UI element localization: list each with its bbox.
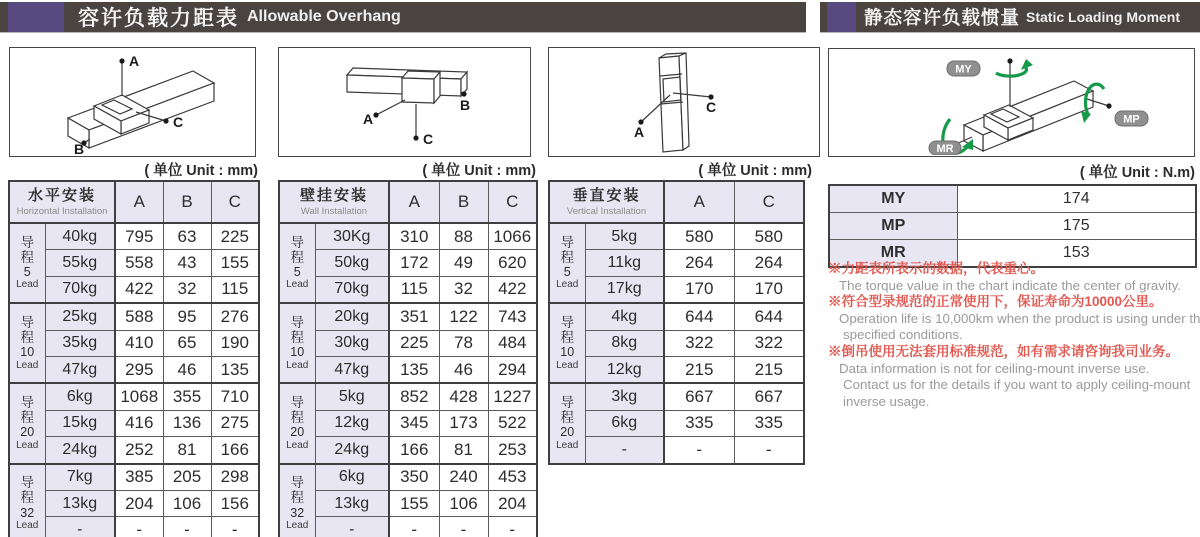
- value-a-cell: 115: [389, 276, 439, 303]
- table-row: [9, 383, 259, 410]
- svg-text:MY: MY: [955, 63, 972, 76]
- value-c-cell: 225: [211, 223, 259, 250]
- rail-isometric-drawing: [279, 48, 529, 155]
- value-b-cell: 240: [439, 464, 488, 491]
- table-row: [279, 517, 537, 537]
- unit-label-mm: ( 单位 Unit : mm): [422, 163, 536, 179]
- moment-value-cell: 153: [957, 240, 1196, 268]
- lead-num: 5: [23, 265, 31, 279]
- lead-en: Lead: [556, 359, 579, 371]
- value-c-cell: 1227: [488, 383, 537, 410]
- table-title-en: Horizontal Installation: [16, 205, 108, 217]
- value-a-cell: 310: [389, 223, 439, 250]
- value-c-cell: 170: [734, 276, 804, 303]
- value-c-cell: 710: [211, 383, 259, 410]
- table-row: [549, 303, 804, 330]
- table-title-zh: 壁挂安装: [300, 186, 369, 204]
- value-c-cell: 215: [734, 356, 804, 383]
- lead-en: Lead: [16, 359, 39, 371]
- lead-en: Lead: [16, 279, 39, 291]
- value-a-cell: -: [389, 517, 439, 537]
- moment-isometric-drawing: [829, 49, 1193, 155]
- moment-label-cell: MP: [829, 213, 957, 240]
- lead-cell: [549, 383, 585, 463]
- col-header-c: C: [734, 181, 804, 223]
- lead-num: 32: [20, 505, 35, 520]
- section-header-allowable-overhang: [0, 2, 806, 33]
- lead-cell: [9, 383, 45, 463]
- note-line-en: The torque value in the chart indicate the center of gravity.: [839, 277, 1181, 293]
- wall-installation-diagram: [278, 47, 531, 157]
- value-a-cell: 385: [115, 464, 163, 491]
- value-b-cell: 81: [163, 437, 211, 464]
- table-title: [279, 181, 389, 223]
- lead-cell: [279, 383, 315, 463]
- my-rotation-arrow: [947, 58, 1033, 107]
- value-b-cell: 173: [439, 410, 488, 436]
- value-c-cell: 743: [488, 303, 537, 330]
- weight-cell: 47kg: [45, 356, 115, 383]
- table-row: [549, 437, 804, 464]
- note-line-en: Operation life is 10,000km when the product is using under th: [839, 310, 1200, 326]
- note-line-zh: ※符合型录规范的正常使用下，保证寿命为10000公里。: [828, 294, 1163, 310]
- weight-cell: 25kg: [45, 303, 115, 330]
- unit-label-nm: ( 单位 Unit : N.m): [1079, 165, 1195, 181]
- unit-label-mm: ( 单位 Unit : mm): [698, 163, 812, 179]
- table-row: [279, 410, 537, 436]
- lead-zh: 导程: [20, 395, 34, 426]
- table-title: [549, 181, 664, 223]
- point-b-marker: [460, 91, 470, 113]
- value-b-cell: 49: [439, 250, 488, 276]
- value-b-cell: 32: [163, 276, 211, 303]
- lead-num: 20: [20, 425, 35, 440]
- value-c-cell: 204: [488, 490, 537, 516]
- table-title-en: Wall Installation: [300, 205, 368, 217]
- weight-cell: 6kg: [585, 410, 664, 436]
- value-c-cell: -: [734, 437, 804, 464]
- table-row: [9, 437, 259, 464]
- notes-block: [828, 261, 1200, 410]
- lead-zh: 导程: [560, 314, 574, 346]
- value-a-cell: 135: [389, 356, 439, 383]
- value-c-cell: 322: [734, 330, 804, 356]
- value-b-cell: 63: [163, 223, 211, 250]
- weight-cell: 50kg: [315, 250, 389, 276]
- section-title-en: Allowable Overhang: [247, 8, 401, 25]
- section-title-zh: 容许负载力距表: [78, 7, 239, 30]
- value-a-cell: 215: [664, 356, 734, 383]
- value-a-cell: 172: [389, 250, 439, 276]
- value-a-cell: 852: [389, 383, 439, 410]
- value-a-cell: 351: [389, 303, 439, 330]
- horizontal-installation-table: [8, 180, 260, 537]
- col-header-c: C: [488, 181, 537, 223]
- value-b-cell: 46: [163, 356, 211, 383]
- lead-num: 10: [20, 345, 35, 360]
- table-row: [279, 223, 537, 250]
- note-line-en: specified conditions.: [843, 327, 963, 343]
- value-a-cell: 345: [389, 410, 439, 436]
- lead-cell: [9, 303, 45, 383]
- lead-en: Lead: [286, 439, 309, 451]
- lead-en: Lead: [556, 439, 579, 451]
- value-a-cell: 644: [664, 303, 734, 330]
- value-b-cell: 122: [439, 303, 488, 330]
- header-accent-square: [827, 2, 856, 32]
- value-b-cell: 205: [163, 464, 211, 491]
- col-header-a: A: [389, 181, 439, 223]
- table-row: [829, 213, 1196, 240]
- value-c-cell: 484: [488, 330, 537, 356]
- table-row: [279, 330, 537, 356]
- weight-cell: -: [45, 517, 115, 537]
- value-a-cell: 170: [664, 276, 734, 303]
- lead-zh: 导程: [290, 314, 304, 346]
- value-b-cell: -: [439, 517, 488, 537]
- weight-cell: 30kg: [315, 330, 389, 356]
- header-row: [9, 181, 259, 223]
- value-c-cell: 453: [488, 464, 537, 491]
- table-row: [549, 250, 804, 276]
- lead-en: Lead: [556, 279, 579, 291]
- value-a-cell: 1068: [115, 383, 163, 410]
- value-a-cell: 166: [389, 437, 439, 464]
- carriage-block: [402, 71, 440, 103]
- lead-cell: [9, 223, 45, 303]
- value-b-cell: 355: [163, 383, 211, 410]
- weight-cell: 5kg: [585, 223, 664, 250]
- value-c-cell: 667: [734, 383, 804, 410]
- lead-zh: 导程: [290, 395, 304, 426]
- table-row: [549, 330, 804, 356]
- value-a-cell: 410: [115, 330, 163, 356]
- value-b-cell: 95: [163, 303, 211, 330]
- table-title: [9, 181, 115, 223]
- table-row: [9, 356, 259, 383]
- col-header-a: A: [115, 181, 163, 223]
- weight-cell: 6kg: [315, 464, 389, 491]
- table-row: [279, 437, 537, 464]
- vertical-installation-table: [548, 180, 805, 465]
- value-c-cell: 335: [734, 410, 804, 436]
- table-title-zh: 水平安装: [28, 186, 97, 204]
- svg-text:MR: MR: [936, 143, 954, 155]
- note-line-en: inverse usage.: [843, 393, 930, 409]
- weight-cell: -: [315, 517, 389, 537]
- value-b-cell: 43: [163, 250, 211, 276]
- table-row: [9, 303, 259, 330]
- value-a-cell: 264: [664, 250, 734, 276]
- value-b-cell: 78: [439, 330, 488, 356]
- lead-num: 32: [290, 505, 305, 520]
- value-c-cell: 522: [488, 410, 537, 436]
- lead-zh: 导程: [290, 475, 304, 506]
- lead-en: Lead: [286, 359, 309, 371]
- weight-cell: 12kg: [585, 356, 664, 383]
- weight-cell: 55kg: [45, 250, 115, 276]
- weight-cell: 20kg: [315, 303, 389, 330]
- note-line-zh: ※力距表所表示的数据，代表重心。: [828, 261, 1044, 276]
- point-a-marker: [119, 53, 139, 96]
- header-row: [549, 181, 804, 223]
- value-c-cell: 156: [211, 490, 259, 516]
- table-row: [9, 517, 259, 537]
- lead-en: Lead: [16, 519, 39, 531]
- table-row: [9, 330, 259, 356]
- rail-isometric-drawing: [10, 48, 254, 155]
- lead-num: 5: [293, 265, 301, 279]
- section-title-en: Static Loading Moment: [1026, 9, 1181, 25]
- lead-zh: 导程: [560, 234, 574, 265]
- value-a-cell: -: [115, 517, 163, 537]
- svg-text:C: C: [173, 114, 184, 130]
- lead-cell: [279, 464, 315, 537]
- table-row: [279, 490, 537, 516]
- col-header-a: A: [664, 181, 734, 223]
- value-a-cell: 204: [115, 490, 163, 516]
- value-b-cell: 136: [163, 410, 211, 436]
- value-b-cell: 81: [439, 437, 488, 464]
- svg-text:C: C: [706, 99, 717, 115]
- weight-cell: 11kg: [585, 250, 664, 276]
- table-title-zh: 垂直安装: [572, 186, 641, 204]
- static-moment-table: [828, 184, 1197, 268]
- value-a-cell: 580: [664, 223, 734, 250]
- svg-text:MP: MP: [1123, 113, 1140, 126]
- weight-cell: 12kg: [315, 410, 389, 436]
- value-c-cell: 166: [211, 437, 259, 464]
- weight-cell: 24kg: [315, 437, 389, 464]
- table-row: [549, 223, 804, 250]
- value-c-cell: 253: [488, 437, 537, 464]
- table-row: [9, 223, 259, 250]
- weight-cell: 4kg: [585, 303, 664, 330]
- table-row: [279, 464, 537, 491]
- lead-zh: 导程: [560, 395, 574, 426]
- value-b-cell: 32: [439, 276, 488, 303]
- table-row: [9, 410, 259, 436]
- lead-num: 5: [563, 265, 571, 279]
- value-a-cell: 422: [115, 276, 163, 303]
- col-header-c: C: [211, 181, 259, 223]
- table-row: [279, 276, 537, 303]
- value-b-cell: 106: [163, 490, 211, 516]
- value-c-cell: 275: [211, 410, 259, 436]
- weight-cell: 3kg: [585, 383, 664, 410]
- weight-cell: 13kg: [45, 490, 115, 516]
- table-row: [279, 303, 537, 330]
- svg-text:C: C: [423, 131, 434, 147]
- table-row: [279, 383, 537, 410]
- lead-num: 20: [290, 425, 305, 440]
- weight-cell: 24kg: [45, 437, 115, 464]
- section-title-zh: 静态容许负载惯量: [864, 7, 1021, 28]
- moment-label-cell: MR: [829, 240, 957, 268]
- lead-cell: [549, 303, 585, 383]
- value-c-cell: 1066: [488, 223, 537, 250]
- table-row: [549, 410, 804, 436]
- value-b-cell: 46: [439, 356, 488, 383]
- lead-num: 10: [560, 345, 575, 360]
- value-c-cell: 115: [211, 276, 259, 303]
- value-c-cell: 298: [211, 464, 259, 491]
- static-moment-diagram: [828, 48, 1195, 157]
- table-row: [9, 276, 259, 303]
- value-c-cell: -: [488, 517, 537, 537]
- svg-text:B: B: [460, 97, 471, 113]
- weight-cell: 7kg: [45, 464, 115, 491]
- note-line-zh: ※倒吊使用无法套用标准规范，如有需求请咨询我司业务。: [828, 343, 1179, 359]
- weight-cell: 70kg: [315, 276, 389, 303]
- lead-zh: 导程: [20, 314, 34, 346]
- value-a-cell: 350: [389, 464, 439, 491]
- table-row: [279, 250, 537, 276]
- value-b-cell: -: [163, 517, 211, 537]
- value-c-cell: 276: [211, 303, 259, 330]
- value-c-cell: -: [211, 517, 259, 537]
- lead-num: 20: [560, 425, 575, 440]
- value-c-cell: 422: [488, 276, 537, 303]
- value-c-cell: 294: [488, 356, 537, 383]
- weight-cell: -: [585, 437, 664, 464]
- weight-cell: 40kg: [45, 223, 115, 250]
- lead-en: Lead: [16, 439, 39, 451]
- moment-label-cell: MY: [829, 185, 957, 213]
- section-header-static-loading-moment: [820, 2, 1200, 33]
- weight-cell: 5kg: [315, 383, 389, 410]
- value-a-cell: 225: [389, 330, 439, 356]
- value-a-cell: 416: [115, 410, 163, 436]
- table-row: [829, 185, 1196, 213]
- col-header-b: B: [439, 181, 488, 223]
- table-row: [9, 250, 259, 276]
- weight-cell: 15kg: [45, 410, 115, 436]
- value-c-cell: 644: [734, 303, 804, 330]
- value-c-cell: 580: [734, 223, 804, 250]
- svg-text:A: A: [634, 124, 645, 140]
- value-a-cell: 588: [115, 303, 163, 330]
- lead-zh: 导程: [20, 234, 34, 265]
- table-title-en: Vertical Installation: [566, 205, 647, 217]
- table-row: [9, 490, 259, 516]
- value-a-cell: 295: [115, 356, 163, 383]
- table-row: [549, 383, 804, 410]
- vertical-installation-diagram: [548, 47, 820, 157]
- value-a-cell: 322: [664, 330, 734, 356]
- note-line-en: Contact us for the details if you want to apply ceiling-mount: [843, 377, 1191, 393]
- value-a-cell: -: [664, 437, 734, 464]
- value-b-cell: 428: [439, 383, 488, 410]
- lead-cell: [279, 223, 315, 303]
- unit-label-mm: ( 单位 Unit : mm): [144, 163, 258, 179]
- lead-cell: [9, 464, 45, 537]
- value-b-cell: 65: [163, 330, 211, 356]
- lead-cell: [279, 303, 315, 383]
- weight-cell: 35kg: [45, 330, 115, 356]
- lead-cell: [549, 223, 585, 303]
- value-a-cell: 335: [664, 410, 734, 436]
- table-row: [9, 464, 259, 491]
- table-row: [549, 356, 804, 383]
- lead-num: 10: [290, 345, 305, 360]
- svg-text:A: A: [363, 111, 374, 127]
- weight-cell: 70kg: [45, 276, 115, 303]
- weight-cell: 6kg: [45, 383, 115, 410]
- note-line-en: Data information is not for ceiling-mount inverse use.: [839, 360, 1150, 376]
- svg-text:B: B: [74, 141, 85, 155]
- value-a-cell: 795: [115, 223, 163, 250]
- moment-value-cell: 175: [957, 213, 1196, 240]
- value-c-cell: 190: [211, 330, 259, 356]
- value-a-cell: 667: [664, 383, 734, 410]
- col-header-b: B: [163, 181, 211, 223]
- weight-cell: 30Kg: [315, 223, 389, 250]
- value-c-cell: 155: [211, 250, 259, 276]
- header-row: [279, 181, 537, 223]
- weight-cell: 8kg: [585, 330, 664, 356]
- value-b-cell: 106: [439, 490, 488, 516]
- moment-value-cell: 174: [957, 185, 1196, 213]
- value-a-cell: 558: [115, 250, 163, 276]
- value-b-cell: 88: [439, 223, 488, 250]
- lead-en: Lead: [286, 519, 309, 531]
- value-c-cell: 620: [488, 250, 537, 276]
- lead-zh: 导程: [20, 475, 34, 506]
- weight-cell: 13kg: [315, 490, 389, 516]
- wall-installation-table: [278, 180, 538, 537]
- point-a-marker: [363, 100, 405, 127]
- value-a-cell: 155: [389, 490, 439, 516]
- header-accent-square: [8, 2, 64, 32]
- horizontal-installation-diagram: [9, 47, 256, 157]
- table-row: [549, 276, 804, 303]
- rail-isometric-drawing: [549, 48, 818, 155]
- value-a-cell: 252: [115, 437, 163, 464]
- point-c-marker: [413, 104, 433, 147]
- value-c-cell: 264: [734, 250, 804, 276]
- weight-cell: 47kg: [315, 356, 389, 383]
- svg-text:A: A: [129, 53, 140, 69]
- weight-cell: 17kg: [585, 276, 664, 303]
- lead-en: Lead: [286, 279, 309, 291]
- table-row: [279, 356, 537, 383]
- value-c-cell: 135: [211, 356, 259, 383]
- lead-zh: 导程: [290, 234, 304, 265]
